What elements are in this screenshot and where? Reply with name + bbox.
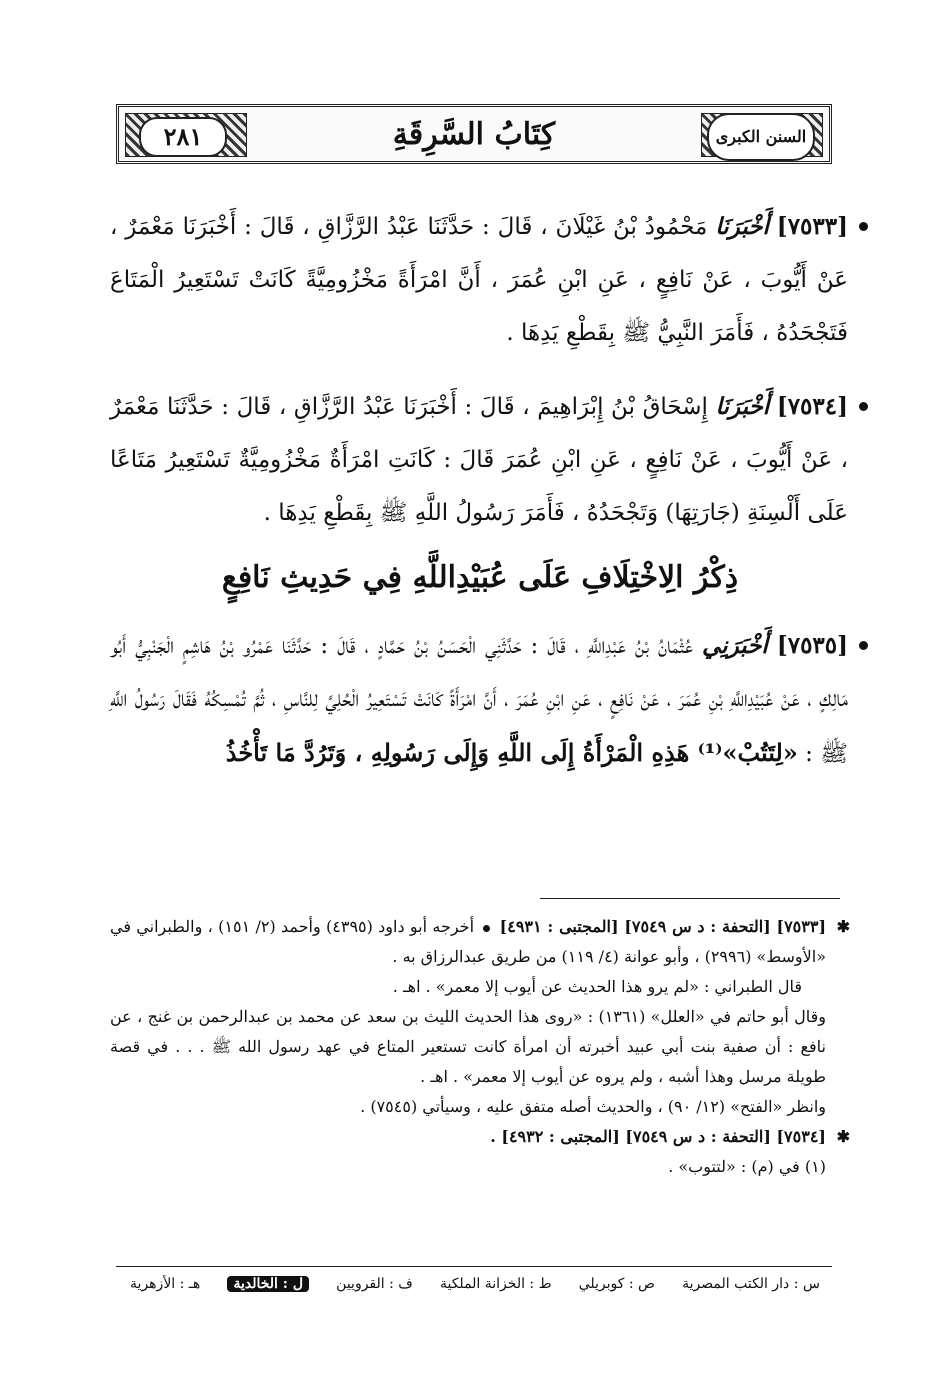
chapter-title: كِتَابُ السَّرِقَةِ <box>392 117 556 152</box>
footnote-variant: (١) في (م) : «لتتوب» . <box>668 1157 826 1176</box>
hadith-7534 <box>110 380 850 540</box>
hadith-text: عُثْمَانُ بْنُ عَبْدِاللَّهِ ، قَالَ : حَدَّثَنِي الْحَسَنُ بْنُ حَمَّادٍ ، قَالَ : حَدَّثَنَا عَمْرُو بْنُ هَاشِمٍ الْجَنْبِيُّ أَبُو مَالِكٍ ، عَنْ عُبَيْدِاللَّهِ بْنِ عُمَرَ ، عَنْ نَافِعٍ ، عَنِ ابْنِ عُمَرَ ، أَنَّ امْرَأَةً كَانَتْ تَسْتَعِيرُ الْحُلِيَّ لِلنَّاسِ ، ثُمَّ تُمْسِكُهُ فَقَالَ رَسُولُ اللَّهِ ﷺ : <box>110 633 848 767</box>
legend-item: ف : القرويين <box>336 1276 413 1292</box>
prophet-quote: «لِتَتُبْ»⁽¹⁾ هَذِهِ الْمَرْأَةُ إِلَى اللَّهِ وَإِلَى رَسُولِهِ ، وَتَرُدَّ مَا تَأْخُذُ <box>225 738 798 767</box>
bullet-icon <box>483 925 490 932</box>
hadith-7535 <box>110 619 850 781</box>
bullet-icon <box>859 641 868 650</box>
legend-item: ص : كوبريلي <box>578 1276 655 1292</box>
footnote-ref: [٧٥٣٤] [التحفة : د س ٧٥٤٩] [المجتبى : ٤٩٣٢] . <box>490 1127 826 1146</box>
hadith-number: [٧٥٣٥] <box>776 632 849 659</box>
section-title: ذِكْرُ الِاخْتِلَافِ عَلَى عُبَيْدِاللَّهِ فِي حَدِيثِ نَافِعٍ <box>221 560 739 595</box>
footnote-divider <box>540 898 840 899</box>
asterisk-icon: ✱ <box>836 917 850 936</box>
hadith-7533 <box>110 200 850 360</box>
footnote-text: أخرجه أبو داود (٤٣٩٥) وأحمد (٢/ ١٥١) ، والطبراني في «الأوسط» (٢٩٩٦) ، وأبو عوانة (٤/ ١١٩) من طريق عبدالرزاق به . <box>110 917 826 966</box>
akhbarana-word: أَخْبَرَنَا <box>715 213 769 240</box>
hadith-number: [٧٥٣٣] <box>776 213 848 240</box>
akhbarana-word: أَخْبَرَنِي <box>702 632 768 659</box>
page-header <box>116 104 832 164</box>
footnote-line: وانظر «الفتح» (١٢/ ٩٠) ، والحديث أصله متفق عليه ، وسيأتي (٧٥٤٥) . <box>360 1097 826 1116</box>
footnotes <box>110 912 850 1182</box>
main-text <box>110 200 850 801</box>
footnote-line: قال الطبراني : «لم يرو هذا الحديث عن أيوب إلا معمر» . اهـ . <box>392 977 802 996</box>
legend-item: س : دار الكتب المصرية <box>682 1276 820 1292</box>
bullet-icon <box>859 402 868 411</box>
book-emblem: السنن الكبرى <box>707 113 815 161</box>
asterisk-icon: ✱ <box>836 1127 850 1146</box>
manuscript-legend <box>130 1276 820 1292</box>
footnote-7533 <box>110 912 850 972</box>
hadith-text: مَحْمُودُ بْنُ غَيْلَانَ ، قَالَ : حَدَّثَنَا عَبْدُ الرَّزَّاقِ ، قَالَ : أَخْبَرَنَا مَعْمَرٌ ، عَنْ أَيُّوبَ ، عَنْ نَافِعٍ ، عَنِ ابْنِ عُمَرَ ، أَنَّ امْرَأَةً مَخْزُومِيَّةً كَانَتْ تَسْتَعِيرُ الْمَتَاعَ فَتَجْحَدُهُ ، فَأَمَرَ النَّبِيُّ ﷺ بِقَطْعِ يَدِهَا . <box>110 214 848 346</box>
legend-item-highlighted: ل : الخالدية <box>227 1276 309 1292</box>
bullet-icon <box>859 222 868 231</box>
footnote-ref: [٧٥٣٣] [التحفة : د س ٧٥٤٩] [المجتبى : ٤٩٣١] <box>499 917 827 936</box>
legend-item: ط : الخزانة الملكية <box>439 1276 552 1292</box>
footnote-7534 <box>110 1122 850 1152</box>
akhbarana-word: أَخْبَرَنَا <box>715 393 770 420</box>
page-number: ٢٨١ <box>139 117 227 157</box>
legend-item: هـ : الأزهرية <box>130 1276 201 1292</box>
legend-divider <box>116 1266 832 1267</box>
footnote-line: وقال أبو حاتم في «العلل» (١٣٦١) : «روى هذا الحديث الليث بن سعد عن محمد بن عبدالرحمن بن غنج ، عن نافع : أن صفية بنت أبي عبيد أخبرته أن امرأة كانت تستعير المتاع في عهد رسول الله ﷺ . . . في قصة طويلة مرسل وهذا أشبه ، ولم يروه عن أيوب إلا معمر» . اهـ . <box>110 1007 827 1086</box>
hadith-text: إِسْحَاقُ بْنُ إِبْرَاهِيمَ ، قَالَ : أَخْبَرَنَا عَبْدُ الرَّزَّاقِ ، قَالَ : حَدَّثَنَا مَعْمَرٌ ، عَنْ أَيُّوبَ ، عَنْ نَافِعٍ ، عَنِ ابْنِ عُمَرَ قَالَ : كَانَتِ امْرَأَةٌ مَخْزُومِيَّةٌ تَسْتَعِيرُ مَتَاعًا عَلَى أَلْسِنَةِ (جَارَتِهَا) وَتَجْحَدُهُ ، فَأَمَرَ رَسُولُ اللَّهِ ﷺ بِقَطْعِ يَدِهَا . <box>110 394 848 526</box>
hadith-number: [٧٥٣٤] <box>776 393 849 420</box>
